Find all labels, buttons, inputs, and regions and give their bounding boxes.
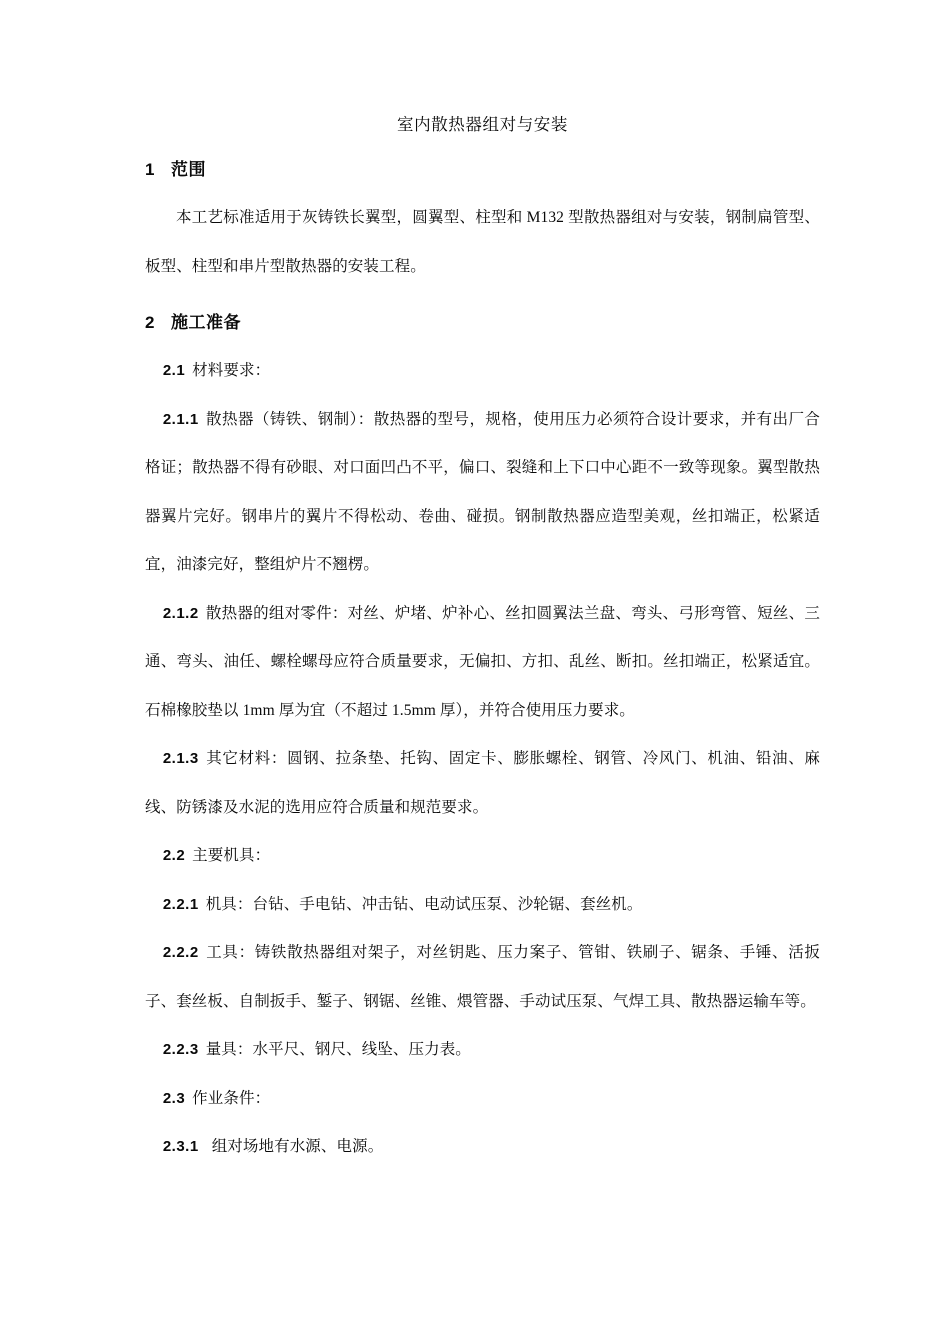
clause-2-2-2-text: 工具：铸铁散热器组对架子，对丝钥匙、压力案子、管钳、铁刷子、锯条、手锤、活扳子、套丝板、自制扳手、錾子、钢锯、丝锥、煨管器、手动试压泵、气焊工具、散热器运输车等。 bbox=[145, 944, 820, 1010]
page-title: 室内散热器组对与安装 bbox=[397, 115, 568, 134]
clause-2-2-1-number: 2.2.1 bbox=[162, 895, 199, 913]
clause-2-1-1-number: 2.1.1 bbox=[162, 410, 199, 428]
clause-2-1-3-number: 2.1.3 bbox=[162, 750, 199, 767]
clause-2-1-2-number: 2.1.2 bbox=[162, 604, 199, 622]
spacer bbox=[145, 291, 820, 308]
clause-2-3 bbox=[145, 1075, 820, 1124]
clause-2-2-1-text: 机具：台钻、手电钻、冲击钻、电动试压泵、沙轮锯、套丝机。 bbox=[205, 895, 643, 913]
spacer bbox=[145, 185, 820, 194]
clause-2-2-number: 2.2 bbox=[162, 847, 186, 864]
clause-2-2-text: 主要机具： bbox=[192, 847, 271, 864]
clause-2-1-3 bbox=[145, 735, 820, 832]
section-1-paragraph: 本工艺标准适用于灰铸铁长翼型，圆翼型、柱型和 M132 型散热器组对与安装，钢制扁管型、板型、柱型和串片型散热器的安装工程。 bbox=[145, 209, 820, 275]
clause-2-3-1-number: 2.3.1 bbox=[162, 1138, 199, 1155]
document-content bbox=[145, 110, 820, 1172]
clause-2-2-3 bbox=[145, 1026, 820, 1075]
section-heading-1-label: 范围 bbox=[170, 160, 206, 179]
clause-2-3-text: 作业条件： bbox=[192, 1089, 271, 1107]
clause-2-1-1-text: 散热器（铸铁、钢制）：散热器的型号，规格，使用压力必须符合设计要求，并有出厂合格证；散热器不得有砂眼、对口面凹凸不平，偏口、裂缝和上下口中心距不一致等现象。翼型散热器翼片完好。钢串片的翼片不得松动、卷曲、碰损。钢制散热器应造型美观，丝扣端正，松紧适宜，油漆完好，整组炉片不翘楞。 bbox=[145, 410, 820, 573]
clause-2-2 bbox=[145, 832, 820, 881]
clause-2-1-2 bbox=[145, 590, 820, 736]
section-heading-2-label: 施工准备 bbox=[170, 313, 241, 332]
clause-2-3-1 bbox=[145, 1123, 820, 1172]
section-heading-1-number: 1 bbox=[145, 160, 155, 179]
clause-2-2-2-number: 2.2.2 bbox=[162, 944, 199, 961]
clause-2-1 bbox=[145, 347, 820, 396]
clause-2-1-number: 2.1 bbox=[162, 362, 186, 379]
clause-2-3-1-text: 组对场地有水源、电源。 bbox=[211, 1138, 384, 1155]
clause-2-1-text: 材料要求： bbox=[192, 362, 271, 379]
clause-2-1-3-text: 其它材料：圆钢、拉条垫、托钩、固定卡、膨胀螺栓、钢管、冷风门、机油、铅油、麻线、防锈漆及水泥的选用应符合质量和规范要求。 bbox=[145, 750, 820, 816]
clause-2-1-2-text: 散热器的组对零件：对丝、炉堵、炉补心、丝扣圆翼法兰盘、弯头、弓形弯管、短丝、三通、弯头、油任、螺栓螺母应符合质量要求，无偏扣、方扣、乱丝、断扣。丝扣端正，松紧适宜。石棉橡胶垫以 1mm 厚为宜（不超过 1.5mm 厚），并符合使用压力要求。 bbox=[145, 604, 820, 719]
clause-2-3-number: 2.3 bbox=[162, 1089, 186, 1107]
clause-2-2-3-text: 量具：水平尺、钢尺、线坠、压力表。 bbox=[205, 1041, 471, 1058]
section-heading-1 bbox=[145, 155, 820, 185]
clause-2-2-1 bbox=[145, 881, 820, 930]
section-heading-2-number: 2 bbox=[145, 313, 155, 332]
clause-2-2-3-number: 2.2.3 bbox=[162, 1041, 199, 1058]
clause-2-1-1 bbox=[145, 396, 820, 590]
spacer bbox=[145, 338, 820, 347]
clause-2-2-2 bbox=[145, 929, 820, 1026]
section-heading-2 bbox=[145, 308, 820, 338]
